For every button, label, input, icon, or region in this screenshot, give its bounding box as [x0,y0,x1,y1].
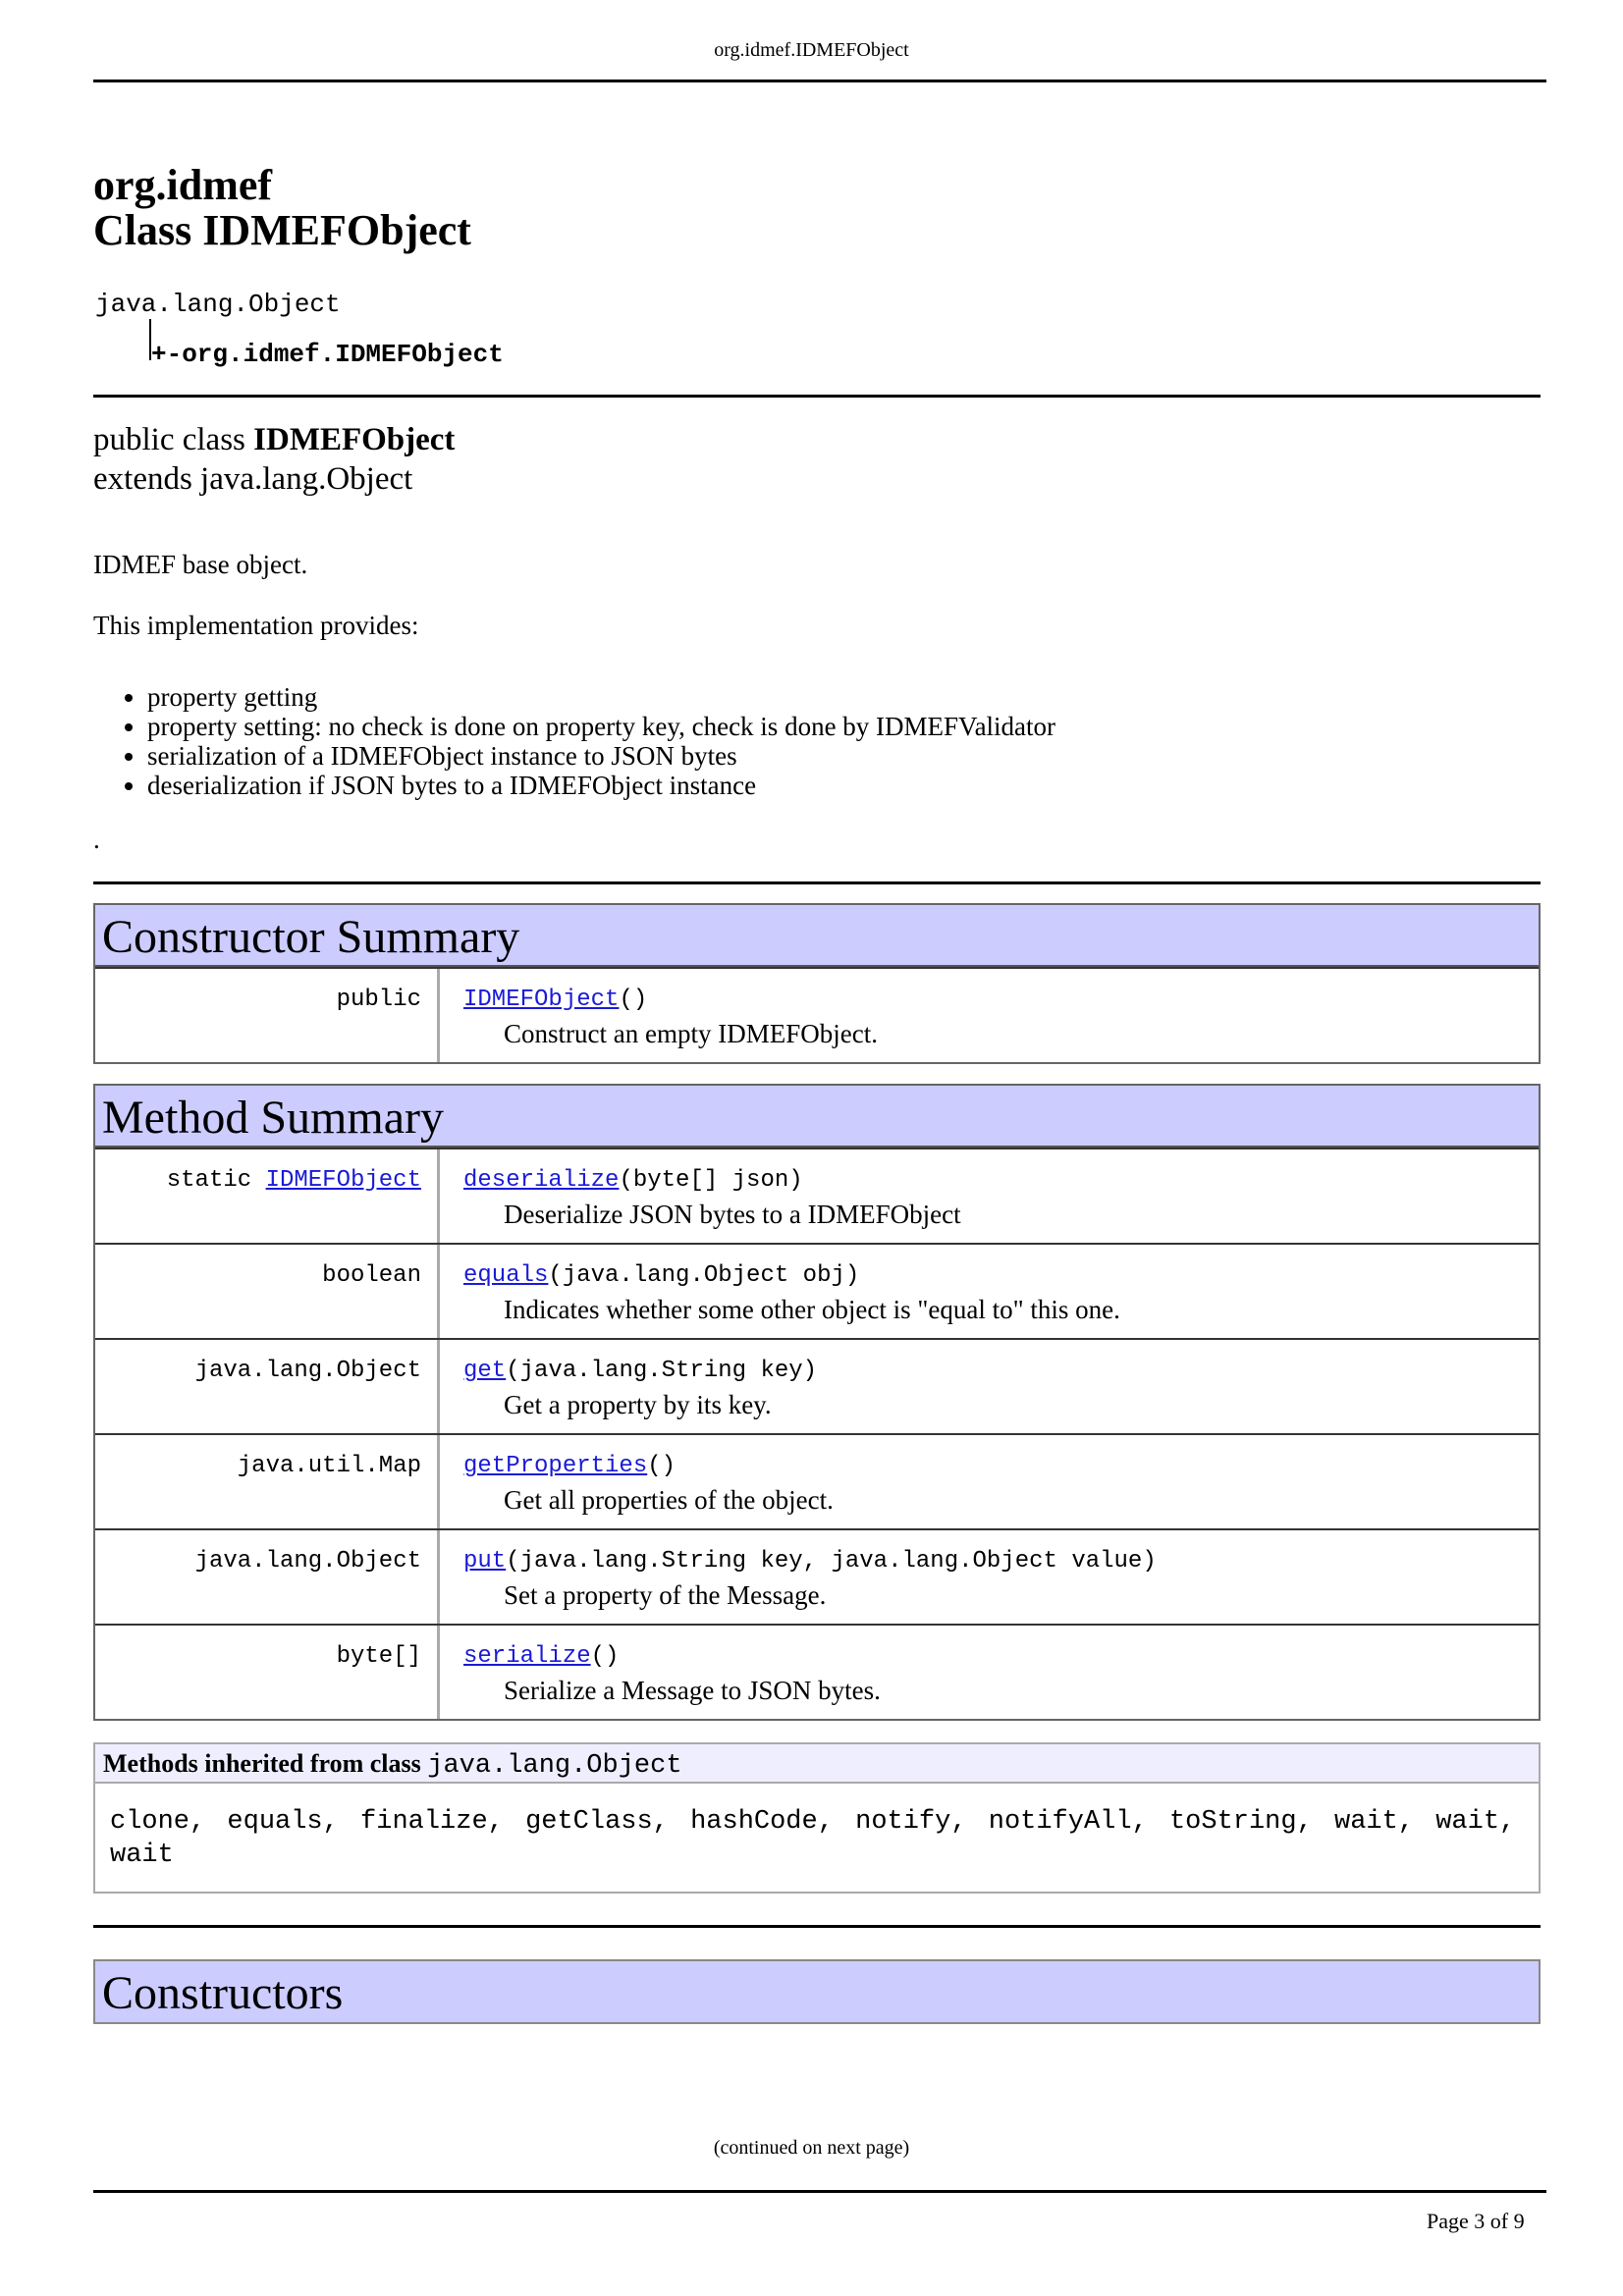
method-link-get[interactable]: get [463,1358,507,1384]
method-description: Indicates whether some other object is "equal to" this one. [504,1295,1120,1324]
constructor-signature [463,987,1539,1014]
table-row [95,1624,1539,1719]
method-description: Get all properties of the object. [504,1485,834,1515]
method-params: (java.lang.String key, java.lang.Object value) [506,1548,1157,1575]
declaration-extends: extends java.lang.Object [93,461,413,497]
list-item: • property getting [147,682,1055,712]
list-item: • serialization of a IDMEFObject instance to JSON bytes [147,741,1055,771]
list-item: • deserialization if JSON bytes to a IDMEFObject instance [147,771,1055,800]
method-summary-table [93,1084,1541,1721]
method-description: Get a property by its key. [504,1390,772,1419]
continued-note: (continued on next page) [713,2137,910,2159]
method-params: () [647,1453,676,1479]
method-return-type [95,1149,440,1243]
table-row [95,967,1539,1062]
method-signature [463,1453,1539,1480]
class-summary-text: IDMEF base object. [93,550,308,579]
constructors-heading: Constructors [93,1959,1541,2024]
method-link-put[interactable]: put [463,1548,507,1575]
method-link-serialize[interactable]: serialize [463,1643,591,1670]
method-params: (java.lang.String key) [506,1358,818,1384]
method-return-type: byte[] [95,1626,440,1719]
inherited-methods-box [93,1742,1541,1894]
description-end: . [93,825,100,854]
section-divider [93,1925,1541,1928]
page-number: Page 3 of 9 [1427,2209,1525,2233]
method-params: () [590,1643,620,1670]
method-description: Serialize a Message to JSON bytes. [504,1676,881,1705]
method-summary-heading: Method Summary [95,1086,1539,1148]
method-link-deserialize[interactable]: deserialize [463,1167,620,1194]
method-description: Set a property of the Message. [504,1580,827,1610]
constructor-params: () [619,987,648,1013]
method-signature [463,1643,1539,1671]
constructor-summary-table [93,903,1541,1064]
method-return-type: java.util.Map [95,1435,440,1528]
hierarchy-child: +-org.idmef.IDMEFObject [151,340,504,369]
table-row [95,1243,1539,1338]
method-return-type: boolean [95,1245,440,1338]
method-signature [463,1262,1539,1290]
footer-divider [93,2190,1546,2193]
hierarchy-root: java.lang.Object [95,290,341,319]
running-header: org.idmef.IDMEFObject [714,39,909,61]
inherited-class-name: java.lang.Object [427,1751,682,1781]
header-divider [93,80,1546,82]
section-divider [93,881,1541,884]
class-declaration [93,422,455,458]
method-return-type: java.lang.Object [95,1340,440,1433]
method-return-type: java.lang.Object [95,1530,440,1624]
constructor-description: Construct an empty IDMEFObject. [504,1019,878,1048]
declaration-prefix: public class [93,422,254,457]
table-row [95,1338,1539,1433]
method-params: (java.lang.Object obj) [548,1262,860,1289]
method-signature [463,1167,1539,1195]
class-title: Class IDMEFObject [93,206,471,254]
section-divider [93,395,1541,398]
constructor-link[interactable]: IDMEFObject [463,987,620,1013]
method-signature [463,1548,1539,1575]
table-row [95,1148,1539,1243]
feature-list [120,682,1055,800]
class-intro-text: This implementation provides: [93,611,419,640]
inherited-methods-heading [95,1744,1539,1784]
return-type-prefix: static [166,1167,266,1194]
method-description: Deserialize JSON bytes to a IDMEFObject [504,1200,961,1229]
table-row [95,1433,1539,1528]
return-type-link[interactable]: IDMEFObject [265,1167,421,1194]
inherited-methods-list: clone, equals, finalize, getClass, hashCode, notify, notifyAll, toString, wait, wait, wait [110,1807,1516,1870]
package-name: org.idmef [93,161,273,209]
method-params: (byte[] json) [619,1167,803,1194]
method-signature [463,1358,1539,1385]
declaration-class-name: IDMEFObject [253,422,456,457]
table-row [95,1528,1539,1624]
constructor-summary-heading: Constructor Summary [95,905,1539,967]
constructor-modifier: public [95,969,440,1062]
method-link-getproperties[interactable]: getProperties [463,1453,648,1479]
method-link-equals[interactable]: equals [463,1262,549,1289]
inherited-label: Methods inherited from class [103,1749,428,1778]
list-item: • property setting: no check is done on property key, check is done by IDMEFValidator [147,712,1055,741]
